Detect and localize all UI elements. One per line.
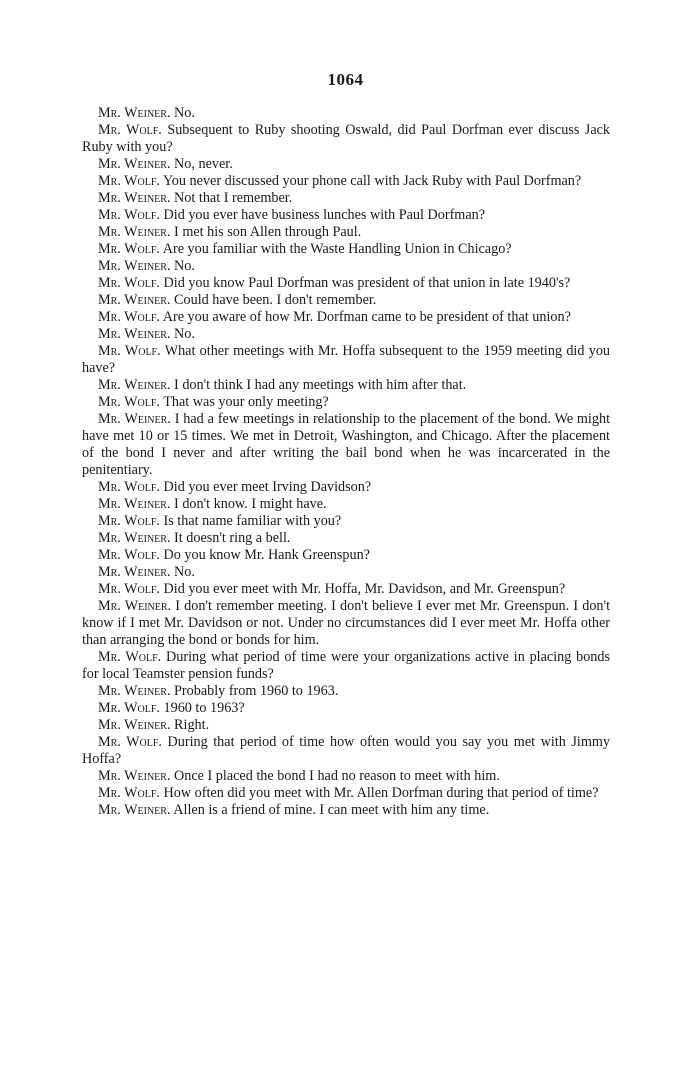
speech-text: No. [174,105,195,121]
speech-text: Are you familiar with the Waste Handling Union in Chicago? [162,241,512,257]
speech-text: I don't know. I might have. [174,496,327,512]
transcript-paragraph [82,700,610,717]
transcript-paragraph [82,326,610,343]
speaker-name: Mr. Wolf. [98,547,160,563]
speaker-name: Mr. Wolf. [98,173,160,189]
speech-text: Allen is a friend of mine. I can meet with him any time. [173,802,490,818]
speech-text: I don't remember meeting. I don't believe I ever met Mr. Greenspun. I don't know if I met Mr. Davidson or not. Under no circumstances did I ever meet Mr. Hoffa other than arranging the bond or bonds for him. [82,598,611,648]
speech-text: Could have been. I don't remember. [174,292,377,308]
speaker-name: Mr. Weiner. [98,802,171,818]
transcript-paragraph [82,190,610,207]
transcript-paragraph [82,122,610,156]
transcript-paragraph [82,547,610,564]
transcript-paragraph [82,802,610,819]
speaker-name: Mr. Weiner. [98,717,171,733]
speaker-name: Mr. Wolf. [98,241,160,257]
speech-text: Did you ever have business lunches with Paul Dorfman? [163,207,486,223]
speaker-name: Mr. Wolf. [98,785,160,801]
speaker-name: Mr. Wolf. [98,275,160,291]
speaker-name: Mr. Weiner. [98,258,171,274]
transcript-paragraph [82,156,610,173]
speech-text: Did you ever meet Irving Davidson? [163,479,372,495]
speaker-name: Mr. Wolf. [98,649,162,665]
speaker-name: Mr. Wolf. [98,394,160,410]
speech-text: No. [174,326,195,342]
speaker-name: Mr. Wolf. [98,309,160,325]
speech-text: Once I placed the bond I had no reason to meet with him. [174,768,500,784]
transcript-paragraph [82,411,610,479]
transcript-paragraph [82,530,610,547]
speech-text: Right. [174,717,210,733]
transcript-paragraph [82,785,610,802]
speaker-name: Mr. Wolf. [98,207,160,223]
transcript-paragraph [82,241,610,258]
speaker-name: Mr. Wolf. [98,343,161,359]
speech-text: What other meetings with Mr. Hoffa subsequent to the 1959 meeting did you have? [82,343,611,376]
speech-text: How often did you meet with Mr. Allen Dorfman during that period of time? [163,785,599,801]
transcript-paragraph [82,564,610,581]
transcript-paragraph [82,275,610,292]
transcript-paragraph [82,768,610,785]
speaker-name: Mr. Wolf. [98,479,160,495]
transcript-paragraph [82,394,610,411]
speech-text: I had a few meetings in relationship to the placement of the bond. We might have met 10 or 15 times. We met in Detroit, Washington, and Chicago. After the placement of the bond I never and after writing the bail bond when he was incarcerated in the penitentiary. [82,411,611,478]
speaker-name: Mr. Weiner. [98,598,172,614]
transcript-paragraph [82,377,610,394]
speaker-name: Mr. Weiner. [98,496,171,512]
speech-text: I met his son Allen through Paul. [174,224,362,240]
speech-text: I don't think I had any meetings with him after that. [174,377,467,393]
speech-text: 1960 to 1963? [163,700,245,716]
speaker-name: Mr. Weiner. [98,326,171,342]
speaker-name: Mr. Weiner. [98,564,171,580]
speaker-name: Mr. Weiner. [98,683,171,699]
speech-text: Did you ever meet with Mr. Hoffa, Mr. Davidson, and Mr. Greenspun? [163,581,566,597]
speaker-name: Mr. Weiner. [98,768,171,784]
speaker-name: Mr. Weiner. [98,530,171,546]
speech-text: No. [174,564,195,580]
transcript-paragraph [82,224,610,241]
transcript-paragraph [82,581,610,598]
speaker-name: Mr. Weiner. [98,224,171,240]
speech-text: It doesn't ring a bell. [174,530,291,546]
transcript-paragraph [82,309,610,326]
transcript-paragraph [82,649,610,683]
speaker-name: Mr. Weiner. [98,377,171,393]
speech-text: Did you know Paul Dorfman was president of that union in late 1940's? [163,275,571,291]
speech-text: Do you know Mr. Hank Greenspun? [163,547,370,563]
speech-text: That was your only meeting? [163,394,329,410]
speaker-name: Mr. Wolf. [98,122,162,138]
transcript-paragraph [82,343,610,377]
hearing-transcript [82,105,610,819]
speech-text: During what period of time were your organizations active in placing bonds for local Teamster pension funds? [82,649,611,682]
speaker-name: Mr. Weiner. [98,105,171,121]
speaker-name: Mr. Wolf. [98,513,160,529]
speaker-name: Mr. Wolf. [98,734,162,750]
page-number: 1064 [327,70,364,89]
transcript-paragraph [82,683,610,700]
speech-text: Probably from 1960 to 1963. [174,683,339,699]
speech-text: Are you aware of how Mr. Dorfman came to be president of that union? [162,309,571,325]
speaker-name: Mr. Weiner. [98,411,171,427]
speech-text: During that period of time how often would you say you met with Jimmy Hoffa? [82,734,610,767]
speech-text: Subsequent to Ruby shooting Oswald, did Paul Dorfman ever discuss Jack Ruby with you? [82,122,611,155]
transcript-paragraph [82,598,610,649]
transcript-paragraph [82,292,610,309]
speech-text: No, never. [174,156,233,172]
speech-text: You never discussed your phone call with Jack Ruby with Paul Dorfman? [162,173,582,189]
speaker-name: Mr. Weiner. [98,190,171,206]
speech-text: Is that name familiar with you? [163,513,342,529]
speaker-name: Mr. Wolf. [98,700,160,716]
speech-text: No. [174,258,195,274]
speaker-name: Mr. Weiner. [98,292,171,308]
transcript-paragraph [82,734,610,768]
transcript-paragraph [82,258,610,275]
transcript-paragraph [82,496,610,513]
transcript-paragraph [82,207,610,224]
transcript-paragraph [82,105,610,122]
speaker-name: Mr. Weiner. [98,156,171,172]
transcript-paragraph [82,513,610,530]
speaker-name: Mr. Wolf. [98,581,160,597]
transcript-paragraph [82,479,610,496]
transcript-paragraph [82,173,610,190]
speech-text: Not that I remember. [174,190,293,206]
transcript-paragraph [82,717,610,734]
